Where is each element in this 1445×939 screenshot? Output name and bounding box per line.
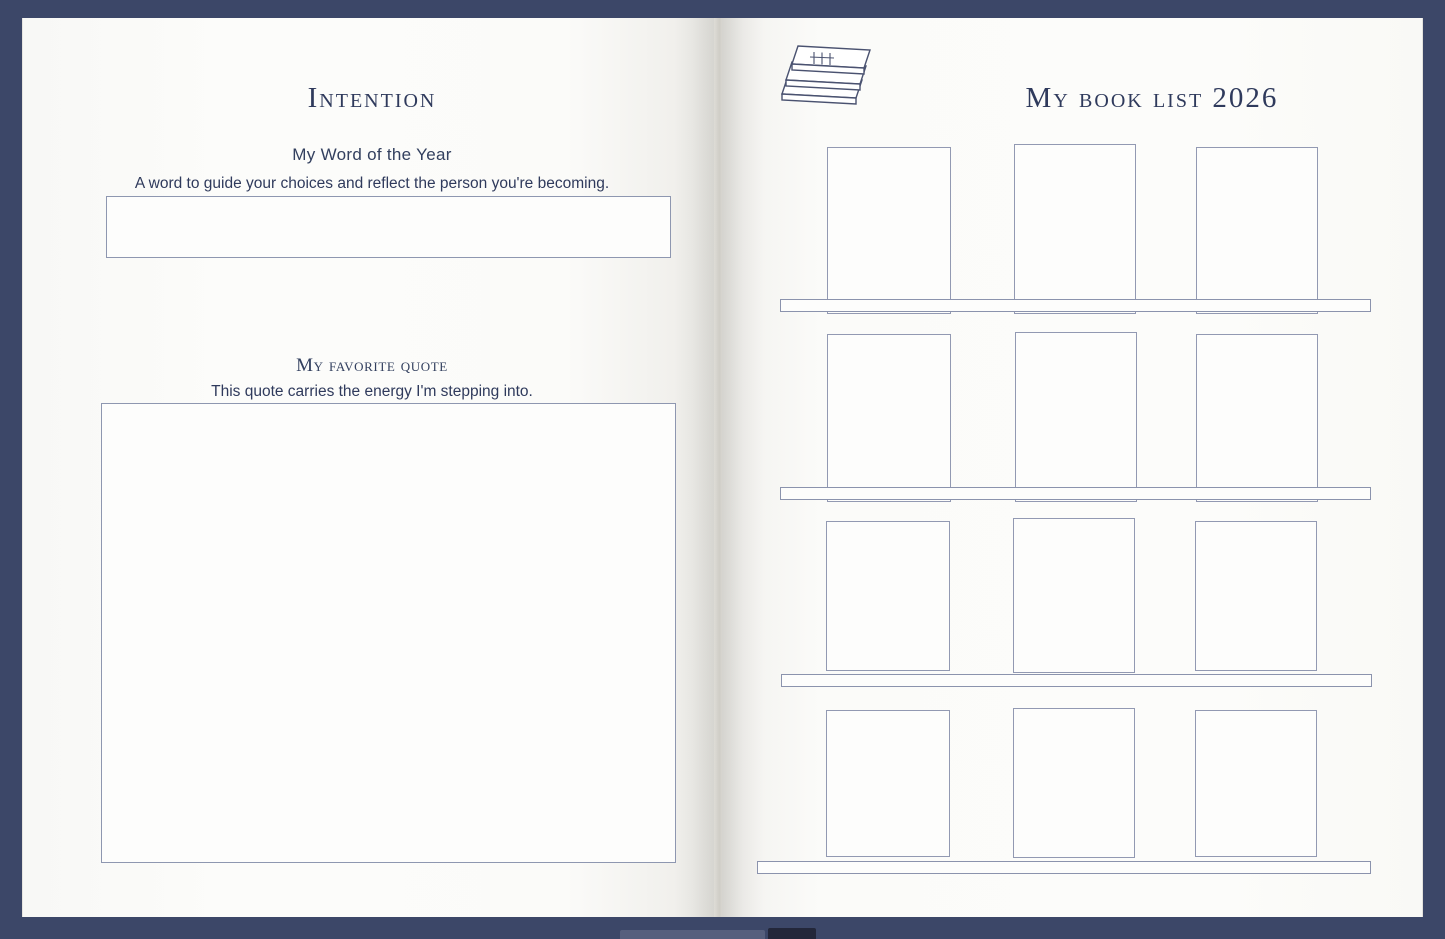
favorite-quote-label: My favorite quote [296, 355, 448, 376]
word-of-the-year-label: My Word of the Year [292, 145, 452, 164]
book-slot[interactable] [1013, 518, 1135, 673]
book-slot[interactable] [1195, 521, 1317, 671]
book-slot[interactable] [1195, 710, 1317, 857]
shelf-plank [781, 674, 1372, 687]
page-title-book-list: My book list 2026 [1025, 82, 1279, 114]
book-slot[interactable] [827, 147, 951, 314]
book-slot[interactable] [1014, 144, 1136, 314]
favorite-quote-input[interactable] [101, 403, 676, 863]
book-slot[interactable] [1013, 708, 1135, 858]
desk-object-right [768, 928, 816, 939]
book-slot[interactable] [826, 710, 950, 857]
book-slot[interactable] [826, 521, 950, 671]
favorite-quote-description: This quote carries the energy I'm stepping into. [211, 383, 533, 400]
stacked-books-icon [774, 36, 884, 114]
shelf-plank [780, 299, 1371, 312]
book-slot[interactable] [1196, 147, 1318, 314]
desk-object-left [620, 930, 765, 939]
book-slot[interactable] [1015, 332, 1137, 502]
page-title-intention: Intention [307, 82, 437, 114]
right-page [722, 18, 1423, 917]
left-page [22, 18, 720, 917]
book-slot[interactable] [1196, 334, 1318, 502]
word-of-the-year-input[interactable] [106, 196, 671, 258]
shelf-plank [757, 861, 1371, 874]
word-of-the-year-description: A word to guide your choices and reflect the person you're becoming. [134, 175, 610, 192]
shelf-plank [780, 487, 1371, 500]
book-slot[interactable] [827, 334, 951, 502]
